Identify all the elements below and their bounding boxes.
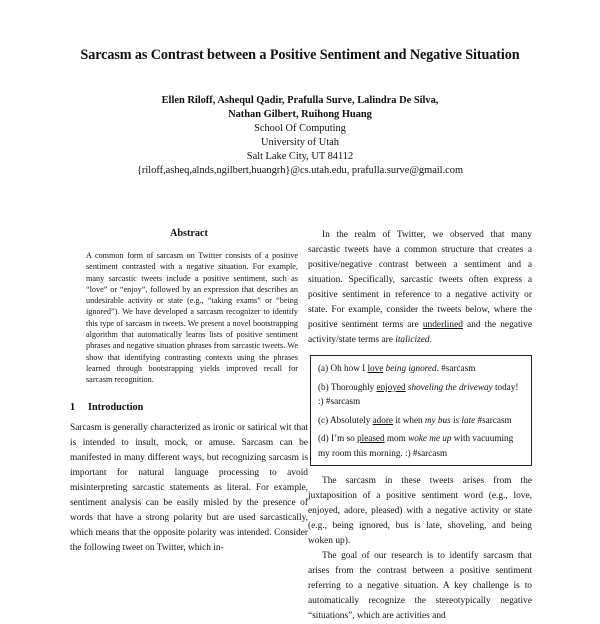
tweet-text: #sarcasm bbox=[475, 414, 512, 425]
abstract-heading: Abstract bbox=[170, 228, 208, 239]
tweet-text: with vacuuming my room this morning. :) #sarcasm bbox=[318, 433, 514, 458]
tweet-text: (a) Oh how I bbox=[318, 363, 368, 373]
negative-situation-term: woke me up bbox=[408, 433, 452, 444]
paragraph-text: . bbox=[429, 335, 432, 345]
tweet-text: (c) Absolutely bbox=[318, 414, 373, 425]
tweet-example-c bbox=[318, 413, 524, 428]
authors-line-1: Ellen Riloff, Ashequl Qadir, Prafulla Surve, Lalindra De Silva, bbox=[161, 95, 439, 106]
author-block bbox=[0, 94, 600, 178]
tweet-example-a bbox=[318, 361, 524, 376]
author-emails: {riloff,asheq,alnds,ngilbert,huangrh}@cs.utah.edu, prafulla.surve@gmail.com bbox=[136, 165, 464, 176]
intro-paragraph: Sarcasm is generally characterized as ironic or satirical wit that is intended to insult, mock, or amuse. Sarcasm can be manifested in many different ways, but recognizing sarcasm is important for natural language processing to avoid misinterpreting sarcastic statements as literal. For example, sentiment analysis can be easily misled by the presence of words that have a strong polarity but are used sarcastically, which means that the opposite polarity was intended. Consider the following tweet on Twitter, which in- bbox=[70, 422, 308, 553]
university: University of Utah bbox=[261, 137, 339, 148]
section-number: 1 bbox=[70, 401, 76, 413]
section-title: Introduction bbox=[88, 401, 144, 413]
abstract-text: A common form of sarcasm on Twitter consists of a positive sentiment contrasted with a negative situation. For example, many sarcastic tweets include a positive sentiment, such as “love” or “enjoy”, followed by an expression that describes an undesirable activity or state (e.g., “taking exams” or “being ignored”). We have developed a sarcasm recognizer to identify this type of sarcasm in tweets. We present a novel bootstrapping algorithm that automatically learns lists of positive sentiment phrases and negative situation phrases from sarcastic tweets. We show that identifying contrasting contexts using the phrases learned through bootstrapping yields improved recall for sarcasm recognition. bbox=[86, 251, 298, 385]
juxtaposition-paragraph: The sarcasm in these tweets arises from the juxtaposition of a positive sentiment word (e.g., love, enjoyed, adore, pleased) with a negative activity or state (e.g., being ignored, bus is late, shoveling, and being woken up). bbox=[308, 475, 532, 546]
authors-line-2: Nathan Gilbert, Ruihong Huang bbox=[228, 109, 372, 120]
tweet-text: (d) I’m so bbox=[318, 433, 358, 444]
tweet-text: it when bbox=[393, 414, 425, 425]
left-column bbox=[70, 228, 308, 556]
negative-situation-term: shoveling the driveway bbox=[407, 381, 493, 392]
underlined-example: underlined bbox=[422, 320, 463, 330]
paper-title: Sarcasm as Contrast between a Positive Sentiment and Negative Situation bbox=[80, 47, 520, 63]
tweet-example-d bbox=[318, 431, 524, 460]
goal-paragraph: The goal of our research is to identify sarcasm that arises from the contrast between a positive sentiment referring to a negative situation. A key challenge is to automatically recognize the stereotypically negative “situations”, which are activities and bbox=[308, 550, 532, 621]
positive-sentiment-term: love bbox=[367, 363, 384, 373]
section-heading-introduction bbox=[70, 402, 308, 413]
location: Salt Lake City, UT 84112 bbox=[246, 151, 354, 162]
twitter-paragraph bbox=[308, 228, 532, 348]
tweet-text: today! :) #sarcasm bbox=[318, 381, 519, 407]
positive-sentiment-term: adore bbox=[372, 414, 394, 425]
italicized-example: italicized bbox=[395, 335, 430, 345]
affiliation: School Of Computing bbox=[254, 123, 346, 134]
example-tweets-box bbox=[310, 355, 532, 466]
positive-sentiment-term: pleased bbox=[357, 433, 385, 444]
tweet-example-b bbox=[318, 380, 524, 409]
negative-situation-term: being ignored bbox=[385, 363, 437, 373]
right-column bbox=[308, 228, 532, 624]
negative-situation-term: my bus is late bbox=[424, 414, 476, 425]
paragraph-text: In the realm of Twitter, we observed that many sarcastic tweets have a common structure that creates a positive/negative contrast between a sentiment and a situation. Specifically, sarcastic tweets often express a positive sentiment in reference to a negative activity or state. For example, consider the tweets below, where the positive sentiment terms are bbox=[308, 230, 532, 330]
tweet-text: (b) Thoroughly bbox=[318, 381, 377, 392]
positive-sentiment-term: enjoyed bbox=[376, 381, 406, 392]
tweet-text: mom bbox=[384, 433, 409, 444]
paragraph-text: and the negative activity/state terms are bbox=[308, 320, 532, 345]
tweet-text: . #sarcasm bbox=[436, 363, 476, 373]
